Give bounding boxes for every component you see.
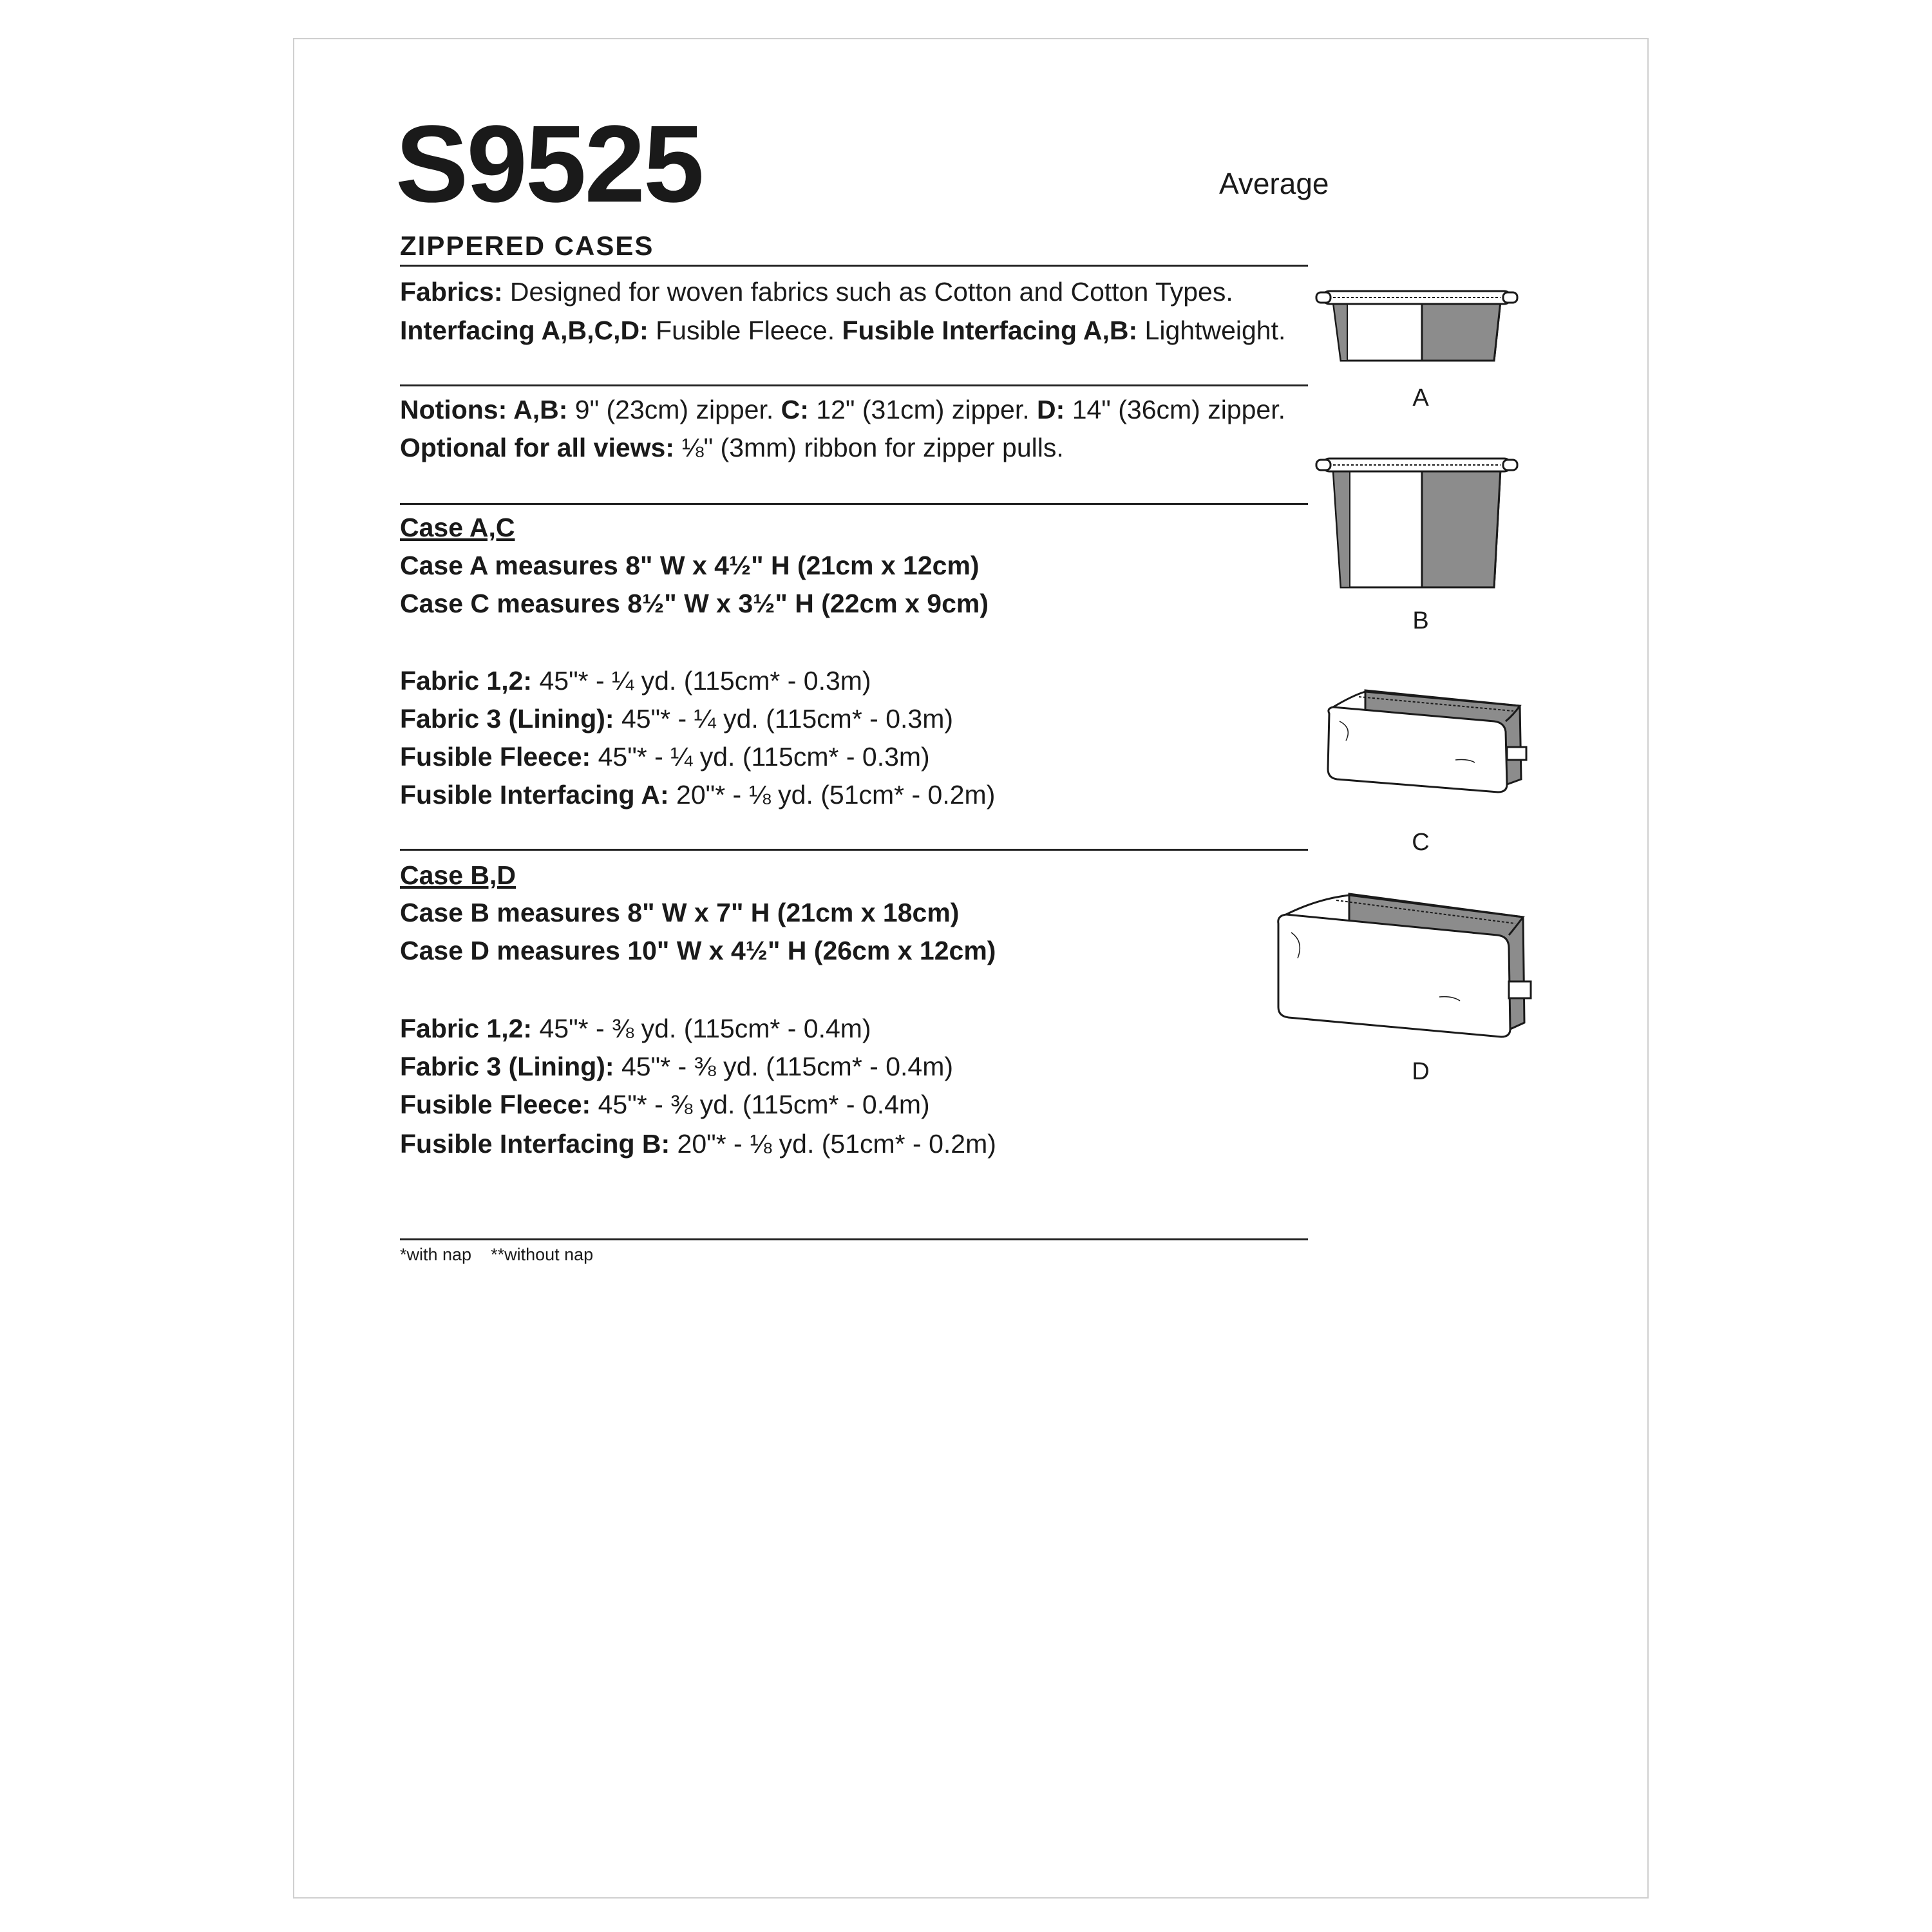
yardage-value: 45"* - ⅜ yd. (115cm* - 0.4m) bbox=[532, 1014, 871, 1043]
interfacing-text: Fusible Fleece. bbox=[648, 316, 842, 345]
pattern-number: S9525 bbox=[395, 103, 703, 225]
yardage-row bbox=[400, 744, 930, 770]
notions-text: 14" (36cm) zipper. bbox=[1065, 395, 1285, 424]
fabrics-label: Fabrics: bbox=[400, 277, 503, 307]
skill-level: Average bbox=[1219, 167, 1329, 200]
yardage-value: 45"* - ⅜ yd. (115cm* - 0.4m) bbox=[614, 1052, 954, 1081]
yardage-label: Fusible Fleece: bbox=[400, 1090, 591, 1119]
yardage-row bbox=[400, 1092, 930, 1118]
footnote-with-nap: *with nap bbox=[400, 1245, 472, 1264]
view-label-d: D bbox=[1412, 1058, 1430, 1085]
yardage-row bbox=[400, 1131, 996, 1157]
divider bbox=[400, 1238, 1308, 1240]
divider bbox=[400, 503, 1308, 505]
optional-label: Optional for all views: bbox=[400, 433, 675, 462]
case-ac-heading: Case A,C bbox=[400, 513, 515, 542]
yardage-row bbox=[400, 668, 871, 694]
case-a-illustration bbox=[1314, 283, 1520, 367]
case-d-measure: Case D measures 10" W x 4½" H (26cm x 12cm) bbox=[400, 936, 996, 965]
yardage-row bbox=[400, 782, 995, 808]
optional-line bbox=[400, 435, 1064, 461]
notions-d-label: D: bbox=[1037, 395, 1065, 424]
yardage-label: Fusible Fleece: bbox=[400, 742, 591, 772]
divider bbox=[400, 265, 1308, 267]
view-label-b: B bbox=[1412, 607, 1429, 634]
yardage-value: 45"* - ¼ yd. (115cm* - 0.3m) bbox=[532, 666, 871, 696]
yardage-row bbox=[400, 1016, 871, 1042]
yardage-label: Fusible Interfacing B: bbox=[400, 1129, 670, 1159]
optional-text: ⅛" (3mm) ribbon for zipper pulls. bbox=[674, 433, 1064, 462]
notions-label: Notions: A,B: bbox=[400, 395, 568, 424]
yardage-value: 45"* - ¼ yd. (115cm* - 0.3m) bbox=[591, 742, 930, 772]
case-c-measure: Case C measures 8½" W x 3½" H (22cm x 9cm) bbox=[400, 589, 989, 618]
yardage-row bbox=[400, 1054, 953, 1080]
fabrics-text: Designed for woven fabrics such as Cotton and Cotton Types. bbox=[502, 277, 1233, 307]
yardage-label: Fabric 1,2: bbox=[400, 1014, 533, 1043]
divider bbox=[400, 849, 1308, 851]
pattern-title: ZIPPERED CASES bbox=[400, 231, 654, 261]
case-bd-heading: Case B,D bbox=[400, 860, 516, 890]
case-c-illustration bbox=[1314, 683, 1533, 799]
case-b-illustration bbox=[1314, 451, 1520, 592]
fabrics-line bbox=[400, 279, 1233, 305]
yardage-label: Fabric 3 (Lining): bbox=[400, 704, 614, 734]
yardage-value: 45"* - ¼ yd. (115cm* - 0.3m) bbox=[614, 704, 954, 734]
case-a-measure: Case A measures 8" W x 4½" H (21cm x 12cm) bbox=[400, 551, 980, 580]
notions-c-label: C: bbox=[781, 395, 809, 424]
yardage-label: Fabric 1,2: bbox=[400, 666, 533, 696]
view-label-c: C bbox=[1412, 829, 1430, 856]
interfacing-line bbox=[400, 317, 1285, 344]
case-b-measure: Case B measures 8" W x 7" H (21cm x 18cm) bbox=[400, 898, 960, 927]
notions-text: 9" (23cm) zipper. bbox=[567, 395, 781, 424]
footnote-without-nap: **without nap bbox=[491, 1245, 594, 1264]
divider bbox=[400, 384, 1308, 386]
case-d-illustration bbox=[1272, 887, 1536, 1042]
footnotes bbox=[400, 1246, 612, 1264]
notions-text: 12" (31cm) zipper. bbox=[808, 395, 1037, 424]
yardage-value: 20"* - ⅛ yd. (51cm* - 0.2m) bbox=[668, 780, 996, 810]
yardage-label: Fusible Interfacing A: bbox=[400, 780, 669, 810]
yardage-row bbox=[400, 706, 953, 732]
view-label-a: A bbox=[1412, 384, 1429, 412]
yardage-value: 20"* - ⅛ yd. (51cm* - 0.2m) bbox=[670, 1129, 996, 1159]
fusible-interfacing-label: Fusible Interfacing A,B: bbox=[842, 316, 1138, 345]
fusible-interfacing-text: Lightweight. bbox=[1137, 316, 1286, 345]
notions-line bbox=[400, 397, 1285, 423]
yardage-label: Fabric 3 (Lining): bbox=[400, 1052, 614, 1081]
interfacing-label: Interfacing A,B,C,D: bbox=[400, 316, 649, 345]
yardage-value: 45"* - ⅜ yd. (115cm* - 0.4m) bbox=[591, 1090, 930, 1119]
